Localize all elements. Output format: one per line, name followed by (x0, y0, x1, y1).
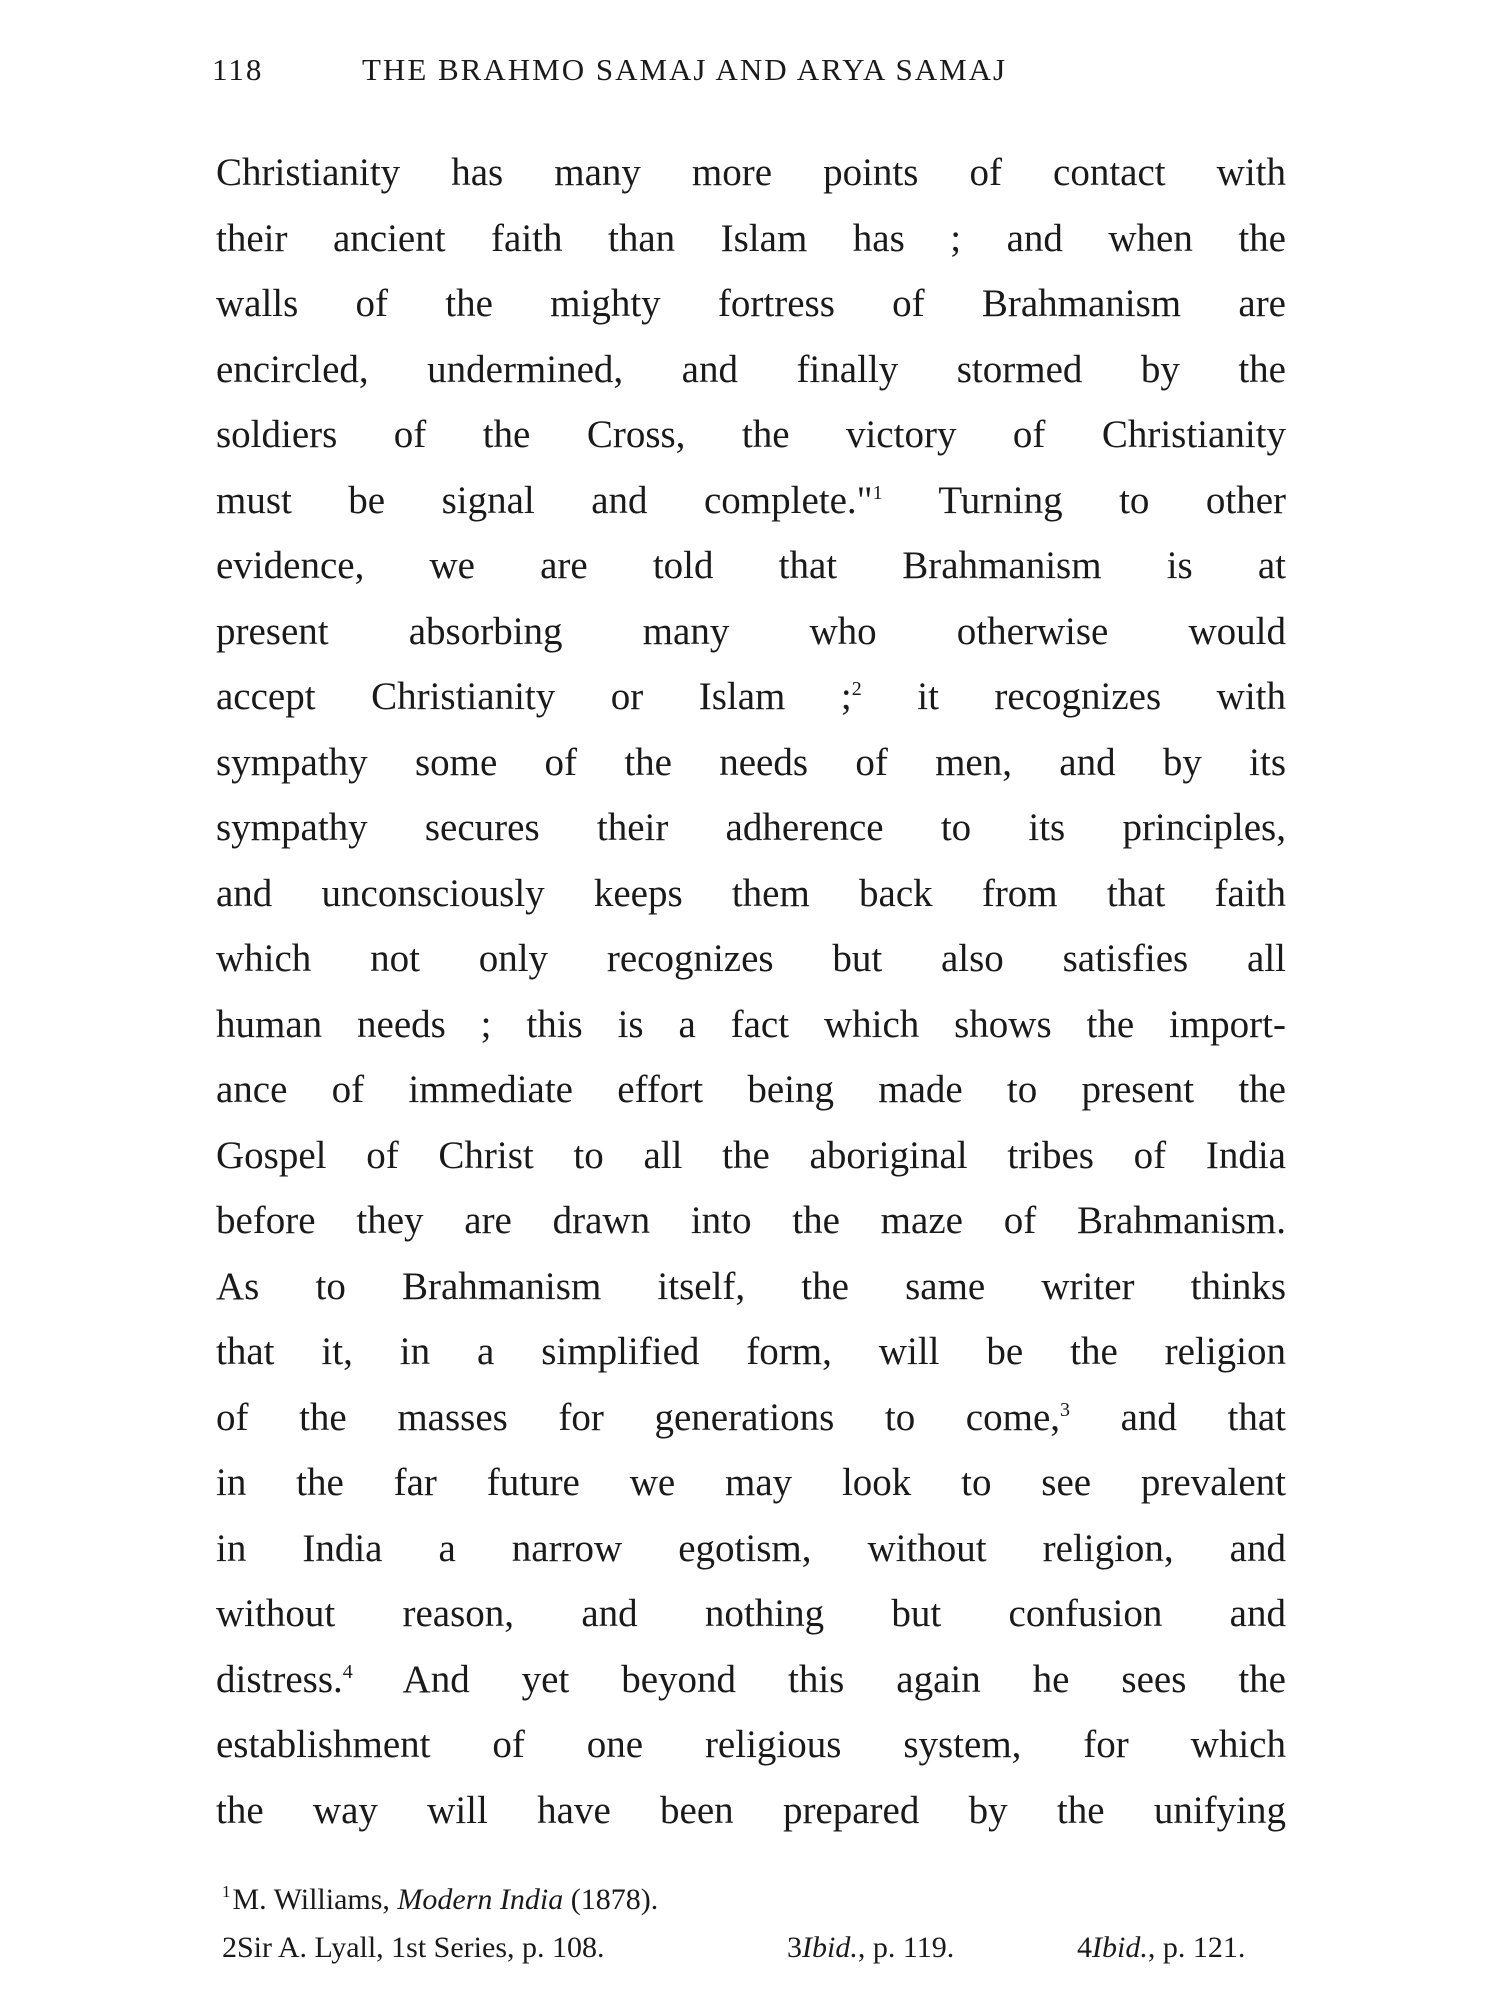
text-line: ance of immediate effort being made to present the (216, 1068, 1286, 1111)
text-line: evidence, we are told that Brahmanism is at (216, 544, 1286, 587)
text-line: sympathy some of the needs of men, and by its (216, 740, 1286, 784)
page-number: 118 (212, 52, 264, 87)
running-title: THE BRAHMO SAMAJ AND ARYA SAMAJ (362, 52, 1008, 87)
footnote-3: 3Ibid., p. 119. (787, 1931, 955, 1964)
footnote-row (222, 1924, 1292, 1972)
text-line: encircled, undermined, and finally stormed by the (216, 347, 1286, 391)
text-line: that it, in a simplified form, will be the religion (216, 1330, 1286, 1373)
text-line: Christianity has many more points of contact with (216, 151, 1286, 194)
text-line: present absorbing many who otherwise would (216, 609, 1286, 653)
text-line: must be signal and complete."$^1$ Turning to other (216, 478, 1286, 522)
text-line: the way will have been prepared by the unifying (216, 1788, 1286, 1832)
footnote-ref: 4 (342, 1660, 353, 1683)
text-line: in India a narrow egotism, without religion, and (216, 1526, 1286, 1570)
text-line: without reason, and nothing but confusion and (216, 1592, 1286, 1635)
footnote-4: 4Ibid., p. 121. (1077, 1931, 1246, 1964)
text-line: before they are drawn into the maze of Brahmanism. (216, 1199, 1286, 1242)
text-line: As to Brahmanism itself, the same writer thinks (216, 1264, 1286, 1308)
footnotes (222, 1876, 1292, 1972)
footnote-1: $^1$M. Williams, Modern India (1878). (222, 1882, 659, 1916)
footnote-ref: 1 (872, 481, 883, 504)
footnote-2: 2Sir A. Lyall, 1st Series, p. 108. (222, 1931, 605, 1964)
text-line: their ancient faith than Islam has ; and when the (216, 216, 1286, 260)
text-line: of the masses for generations to come,$^3$ and that (216, 1395, 1286, 1439)
text-line: soldiers of the Cross, the victory of Christianity (216, 413, 1286, 456)
footnote-ref: 2 (851, 678, 862, 700)
footnote-ref: 3 (1060, 1398, 1070, 1421)
text-line: accept Christianity or Islam ;$^2$ it recognizes with (216, 675, 1286, 718)
text-line: Gospel of Christ to all the aboriginal tribes of India (216, 1133, 1286, 1177)
text-line: human needs ; this is a fact which shows the import- (216, 1002, 1286, 1046)
text-line: sympathy secures their adherence to its principles, (216, 806, 1286, 849)
text-line: which not only recognizes but also satisfies all (216, 937, 1286, 980)
text-line: walls of the mighty fortress of Brahmanism are (216, 282, 1286, 325)
body-text (216, 140, 1286, 1843)
text-line: in the far future we may look to see prevalent (216, 1461, 1286, 1504)
text-line: and unconsciously keeps them back from that faith (216, 871, 1286, 915)
text-line: distress.$^4$ And yet beyond this again he sees the (216, 1657, 1286, 1701)
running-head (212, 52, 1132, 102)
text-line: establishment of one religious system, for which (216, 1723, 1286, 1766)
